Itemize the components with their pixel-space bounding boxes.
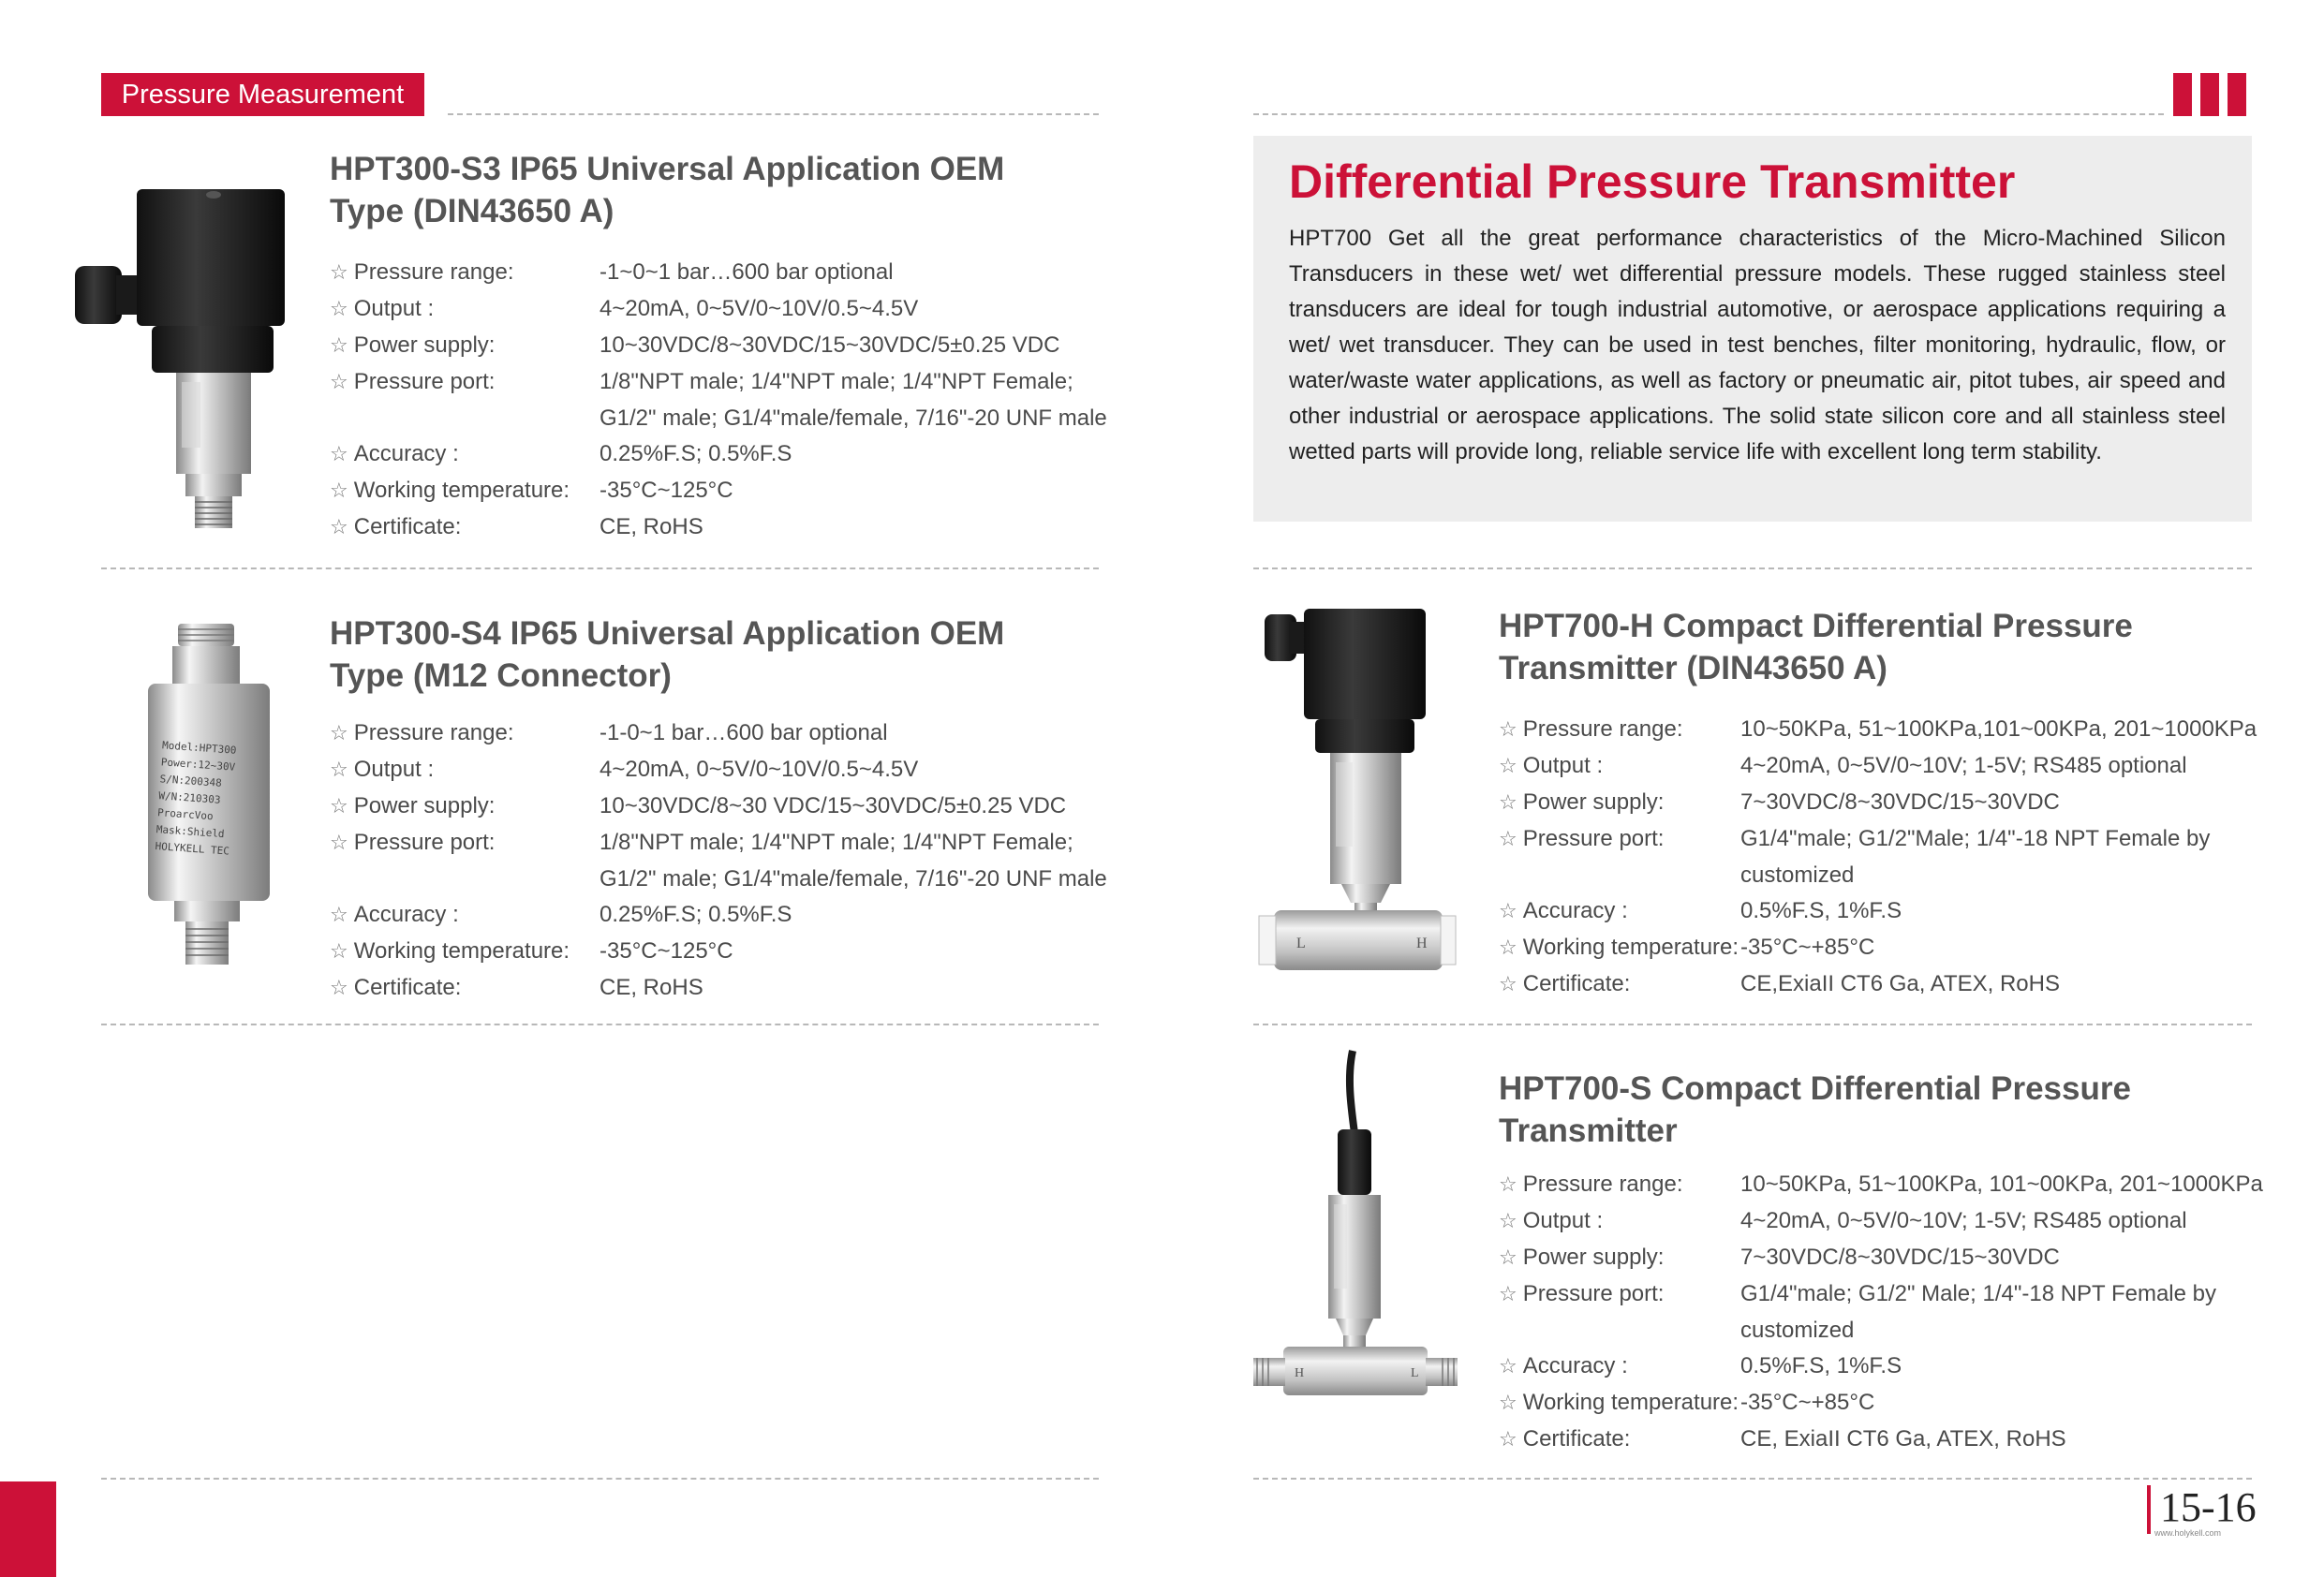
star-icon: ☆ [1499,936,1517,960]
product-title-line2: Type (DIN43650 A) [330,193,614,229]
spec-label-cell [1499,712,1740,748]
spec-value: CE, RoHS [600,514,703,539]
spec-value: 1/8"NPT male; 1/4"NPT male; 1/4"NPT Female; [600,369,1073,394]
star-icon: ☆ [330,904,348,927]
spec-value: 1/8"NPT male; 1/4"NPT male; 1/4"NPT Female; [600,830,1073,855]
spec-value: 10~30VDC/8~30 VDC/15~30VDC/5±0.25 VDC [600,793,1067,818]
product-title-line2: Transmitter [1499,1113,1678,1149]
spec-value: CE, RoHS [600,975,703,1000]
spec-label: Pressure port: [353,369,496,394]
spec-row [1499,748,2257,785]
star-icon: ☆ [330,759,348,782]
star-icon: ☆ [330,334,348,358]
spec-label: Certificate: [1522,1426,1631,1452]
divider [1253,1478,2252,1480]
star-icon: ☆ [330,977,348,1000]
spec-label: Pressure range: [1522,716,1683,742]
page-number: 15-16 [2147,1485,2257,1534]
spec-row [1499,893,2257,930]
star-icon: ☆ [1499,1246,1517,1270]
spec-label-cell [330,328,600,364]
spec-label-cell [1499,821,1740,858]
port-label-low: L [1296,936,1306,951]
spec-label: Accuracy : [1522,1353,1628,1378]
star-icon: ☆ [1499,828,1517,851]
spec-value: 4~20mA, 0~5V/0~10V; 1-5V; RS485 optional [1740,1208,2187,1233]
spec-row [330,970,1107,1007]
spec-row [1499,930,2257,966]
spec-row [1499,858,2257,893]
spec-row [330,364,1107,401]
spec-row [330,825,1107,862]
spec-value: 4~20mA, 0~5V/0~10V/0.5~4.5V [600,757,919,782]
product-title-line1: HPT300-S3 IP65 Universal Application OEM [330,151,1005,187]
spec-value: -35°C~+85°C [1740,1390,1875,1415]
product-title-line1: HPT700-S Compact Differential Pressure [1499,1070,2131,1107]
spec-row [330,328,1107,364]
spec-value: G1/2" male; G1/4"male/female, 7/16"-20 UNF male [600,405,1107,431]
divider [1253,1024,2252,1025]
spec-row [330,788,1107,825]
spec-row [330,291,1107,328]
spec-label-cell [1499,1385,1740,1422]
spec-label: Working temperature: [1522,1390,1739,1415]
spec-label-cell [1499,748,1740,785]
star-icon: ☆ [330,298,348,321]
section-tag: Pressure Measurement [101,73,424,116]
spec-row [1499,1203,2263,1240]
spec-value: customized [1740,862,1855,888]
spec-row [330,897,1107,934]
star-icon: ☆ [1499,791,1517,815]
spec-label: Output : [353,296,435,321]
spec-label: Accuracy : [353,441,459,466]
spec-label: Output : [1522,753,1604,778]
star-icon: ☆ [1499,1428,1517,1452]
spec-value: -1~0~1 bar…600 bar optional [600,259,894,285]
spec-value: 0.5%F.S, 1%F.S [1740,898,1902,923]
spec-row [1499,1349,2263,1385]
spec-row [1499,821,2257,858]
divider [101,567,1099,569]
spec-label-cell [1499,966,1740,1003]
product-title-line2: Transmitter (DIN43650 A) [1499,650,1887,686]
spec-row [330,752,1107,788]
product-title [1499,605,2133,689]
spec-label: Certificate: [353,975,462,1000]
spec-row [330,862,1107,897]
product-title [330,148,1004,232]
spec-label-cell [330,436,600,473]
spec-label-cell [330,401,600,436]
spec-label: Power supply: [353,793,496,818]
star-icon: ☆ [1499,1173,1517,1197]
spec-label: Working temperature: [353,938,570,964]
image-label-text: Mask:Shield [155,823,225,841]
spec-row [1499,712,2257,748]
star-icon: ☆ [330,371,348,394]
spec-row [330,473,1107,509]
product-title [330,612,1004,697]
image-label-text: W/N:210303 [157,789,221,806]
section-title: Differential Pressure Transmitter [1289,155,2016,208]
spec-row [330,401,1107,436]
spec-label: Pressure port: [353,830,496,855]
spec-row [1499,1313,2263,1349]
star-icon: ☆ [1499,1210,1517,1233]
spec-label: Power supply: [353,332,496,358]
spec-label: Accuracy : [353,902,459,927]
spec-label-cell [330,715,600,752]
spec-label: Certificate: [1522,971,1631,996]
spec-label-cell [330,255,600,291]
star-icon: ☆ [1499,973,1517,996]
spec-label-cell [1499,893,1740,930]
spec-label-cell [1499,1422,1740,1458]
star-icon: ☆ [1499,755,1517,778]
image-label-text: Power:12~30V [160,756,236,774]
spec-label-cell [330,752,600,788]
spec-list [330,255,1107,546]
spec-value: -35°C~125°C [600,478,733,503]
star-icon: ☆ [330,832,348,855]
hpt700-h-product-image [1251,607,1458,981]
spec-row [1499,1422,2263,1458]
spec-row [330,436,1107,473]
spec-row [1499,785,2257,821]
spec-value: 0.25%F.S; 0.5%F.S [600,441,792,466]
spec-label-cell [330,473,600,509]
spec-label-cell [330,509,600,546]
product-title [1499,1068,2131,1152]
spec-label: Accuracy : [1522,898,1628,923]
spec-label: Output : [353,757,435,782]
port-label-high: H [1295,1366,1305,1380]
spec-label: Working temperature: [1522,935,1739,960]
divider [101,1024,1099,1025]
spec-row [1499,1240,2263,1276]
image-label-text: S/N:200348 [159,773,223,789]
website-url: www.holykell.com [2154,1528,2222,1538]
divider [1253,113,2164,115]
spec-value: -1-0~1 bar…600 bar optional [600,720,888,745]
spec-label-cell [1499,930,1740,966]
spec-label: Power supply: [1522,789,1665,815]
product-title-line1: HPT700-H Compact Differential Pressure [1499,608,2133,644]
port-label-low: L [1411,1366,1419,1380]
product-title-line2: Type (M12 Connector) [330,657,672,694]
divider [1253,567,2252,569]
spec-label-cell [1499,858,1740,893]
star-icon: ☆ [1499,900,1517,923]
spec-row [1499,1385,2263,1422]
spec-label-cell [330,970,600,1007]
spec-value: 10~50KPa, 51~100KPa,101~00KPa, 201~1000KPa [1740,716,2257,742]
spec-row [330,715,1107,752]
spec-value: 10~30VDC/8~30VDC/15~30VDC/5±0.25 VDC [600,332,1060,358]
spec-list [330,715,1107,1007]
spec-value: G1/2" male; G1/4"male/female, 7/16"-20 UNF male [600,866,1107,892]
star-icon: ☆ [1499,1392,1517,1415]
star-icon: ☆ [1499,718,1517,742]
star-icon: ☆ [330,516,348,539]
star-icon: ☆ [330,722,348,745]
star-icon: ☆ [1499,1355,1517,1378]
hpt700-s-product-image [1246,1049,1471,1423]
spec-label-cell [1499,1240,1740,1276]
section-description: HPT700 Get all the great performance characteristics of the Micro-Machined Silicon Transducers in these wet/ wet differential pressure models. These rugged stainless steel transducers are ideal for tough industrial automotive, or aerospace applications requiring a wet/ wet transducer. They can be used in test benches, filter monitoring, hydraulic, flow, or water/waste water applications, as well as factory or pneumatic air, pitot tubes, air speed and other industrial or aerospace applications. The solid state silicon core and all stainless steel wetted parts will provide long, reliable service life with excellent long term stability. [1289,226,2226,464]
spec-value: G1/4"male; G1/2"Male; 1/4"-18 NPT Female by [1740,826,2211,851]
divider [448,113,1099,115]
spec-label: Pressure port: [1522,1281,1665,1306]
spec-label: Pressure range: [1522,1172,1683,1197]
spec-label-cell [330,897,600,934]
spec-label-cell [330,862,600,897]
spec-value: 7~30VDC/8~30VDC/15~30VDC [1740,789,2060,815]
port-label-high: H [1416,936,1428,951]
spec-label-cell [330,291,600,328]
spec-label: Power supply: [1522,1245,1665,1270]
spec-label-cell [330,825,600,862]
spec-label-cell [1499,1276,1740,1313]
spec-row [330,255,1107,291]
spec-row [330,509,1107,546]
spec-value: 0.25%F.S; 0.5%F.S [600,902,792,927]
hpt300-s3-product-image [71,184,296,532]
image-label-text: HOLYKELL TEC [155,840,230,858]
image-label-text: ProarcVoo [156,806,215,823]
spec-value: 0.5%F.S, 1%F.S [1740,1353,1902,1378]
spec-label: Pressure range: [353,720,514,745]
divider [101,1478,1099,1480]
spec-label-cell [1499,1167,1740,1203]
product-title-line1: HPT300-S4 IP65 Universal Application OEM [330,615,1005,652]
spec-list [1499,712,2257,1003]
spec-row [1499,1276,2263,1313]
spec-value: -35°C~+85°C [1740,935,1875,960]
spec-label-cell [1499,1313,1740,1349]
star-icon: ☆ [1499,1283,1517,1306]
spec-label: Pressure port: [1522,826,1665,851]
page-edge-tab [0,1481,56,1577]
spec-label: Output : [1522,1208,1604,1233]
spec-label-cell [1499,785,1740,821]
spec-label-cell [330,364,600,401]
spec-value: -35°C~125°C [600,938,733,964]
spec-label: Working temperature: [353,478,570,503]
spec-value: customized [1740,1318,1855,1343]
spec-label: Certificate: [353,514,462,539]
spec-value: 4~20mA, 0~5V/0~10V/0.5~4.5V [600,296,919,321]
star-icon: ☆ [330,479,348,503]
spec-value: CE, ExiaII CT6 Ga, ATEX, RoHS [1740,1426,2066,1452]
spec-row [330,934,1107,970]
hpt300-s4-product-image [141,620,281,968]
spec-row [1499,1167,2263,1203]
spec-value: CE,ExiaII CT6 Ga, ATEX, RoHS [1740,971,2060,996]
spec-row [1499,966,2257,1003]
spec-value: 7~30VDC/8~30VDC/15~30VDC [1740,1245,2060,1270]
star-icon: ☆ [330,940,348,964]
star-icon: ☆ [330,261,348,285]
spec-label-cell [1499,1203,1740,1240]
star-icon: ☆ [330,795,348,818]
spec-value: G1/4"male; G1/2" Male; 1/4"-18 NPT Female by [1740,1281,2216,1306]
star-icon: ☆ [330,443,348,466]
image-label-text: Model:HPT300 [161,739,237,757]
spec-list [1499,1167,2263,1458]
spec-label-cell [330,788,600,825]
brand-bars-icon [2173,73,2246,116]
spec-label: Pressure range: [353,259,514,285]
spec-label-cell [1499,1349,1740,1385]
spec-label-cell [330,934,600,970]
spec-value: 10~50KPa, 51~100KPa, 101~00KPa, 201~1000KPa [1740,1172,2263,1197]
spec-value: 4~20mA, 0~5V/0~10V; 1-5V; RS485 optional [1740,753,2187,778]
